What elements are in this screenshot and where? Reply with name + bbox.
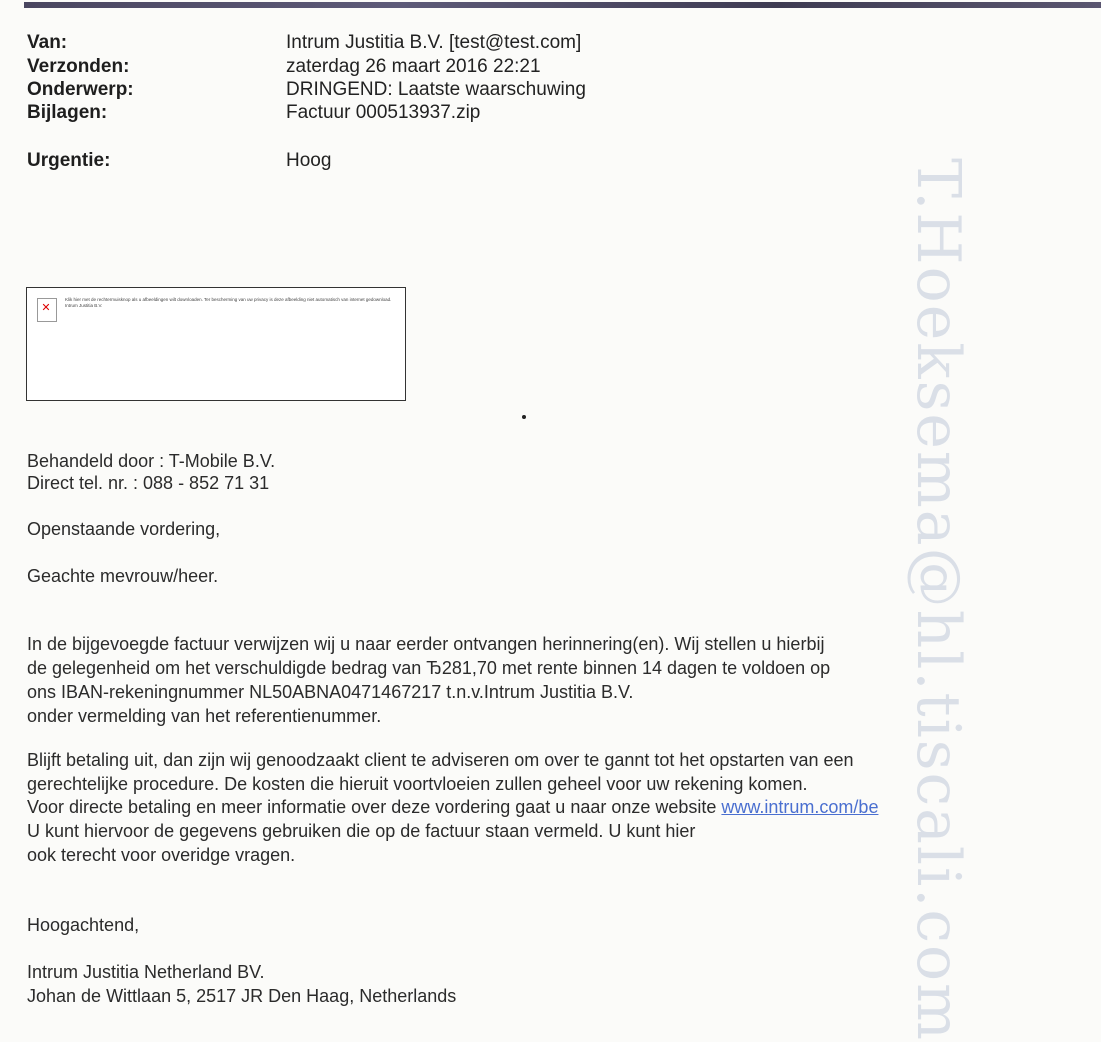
greeting: Geachte mevrouw/heer. (27, 566, 219, 586)
subject-line: Openstaande vordering, (27, 519, 221, 539)
paragraph-1-line: de gelegenheid om het verschuldigde bedrag van Ђ281,70 met rente binnen 14 dagen te voldoen op (27, 658, 831, 678)
blocked-image-notice: Klik hier met de rechtermuisknop als u afbeeldingen wilt downloaden. Ter bescherming van uw privacy is deze afbeelding niet automatisch van internet gedownload. Intrum Justitia B.V. (65, 297, 392, 308)
paragraph-1-line: ons IBAN-rekeningnummer NL50ABNA0471467217 t.n.v.Intrum Justitia B.V. (27, 682, 634, 702)
urgency-value: Hoog (286, 150, 332, 171)
handled-by: Behandeld door : T-Mobile B.V. (27, 451, 276, 471)
attachments-label: Bijlagen: (27, 102, 108, 123)
urgency-label: Urgentie: (27, 150, 111, 171)
from-value: Intrum Justitia B.V. [test@test.com] (286, 32, 582, 53)
sent-value: zaterdag 26 maart 2016 22:21 (286, 56, 541, 77)
closing: Hoogachtend, (27, 915, 140, 935)
handwritten-watermark: T.Hoeksema@hl.tiscali.com (903, 158, 973, 1042)
paragraph-2-line: U kunt hiervoor de gegevens gebruiken die op de factuur staan vermeld. U kunt hier (27, 821, 696, 841)
signature-address: Johan de Wittlaan 5, 2517 JR Den Haag, Netherlands (27, 986, 457, 1006)
paragraph-1-line: In de bijgevoegde factuur verwijzen wij u naar eerder ontvangen herinnering(en). Wij stellen u hierbij (27, 634, 825, 654)
top-border (24, 2, 1101, 8)
subject-value: DRINGEND: Laatste waarschuwing (286, 79, 586, 100)
from-label: Van: (27, 32, 68, 53)
paragraph-2-line (27, 797, 878, 818)
paragraph-2-line: ook terecht voor overidge vragen. (27, 845, 296, 865)
sent-label: Verzonden: (27, 56, 130, 77)
attachment-file[interactable]: Factuur 000513937.zip (286, 102, 481, 123)
website-sentence: Voor directe betaling en meer informatie over deze vordering gaat u naar onze website (27, 797, 722, 817)
scan-speck (522, 415, 526, 419)
subject-label: Onderwerp: (27, 79, 134, 100)
website-link[interactable]: www.intrum.com/be (721, 797, 879, 817)
direct-phone: Direct tel. nr. : 088 - 852 71 31 (27, 473, 270, 493)
blocked-image-placeholder[interactable] (26, 287, 406, 401)
paragraph-2-line: Blijft betaling uit, dan zijn wij genoodzaakt client te adviseren om over te gannt tot het opstarten van een (27, 750, 854, 770)
broken-image-icon: ✕ (37, 298, 57, 322)
paragraph-1-line: onder vermelding van het referentienummer. (27, 706, 382, 726)
paragraph-2-line: gerechtelijke procedure. De kosten die hieruit voortvloeien zullen geheel voor uw rekening komen. (27, 774, 808, 794)
signature-company: Intrum Justitia Netherland BV. (27, 962, 265, 982)
